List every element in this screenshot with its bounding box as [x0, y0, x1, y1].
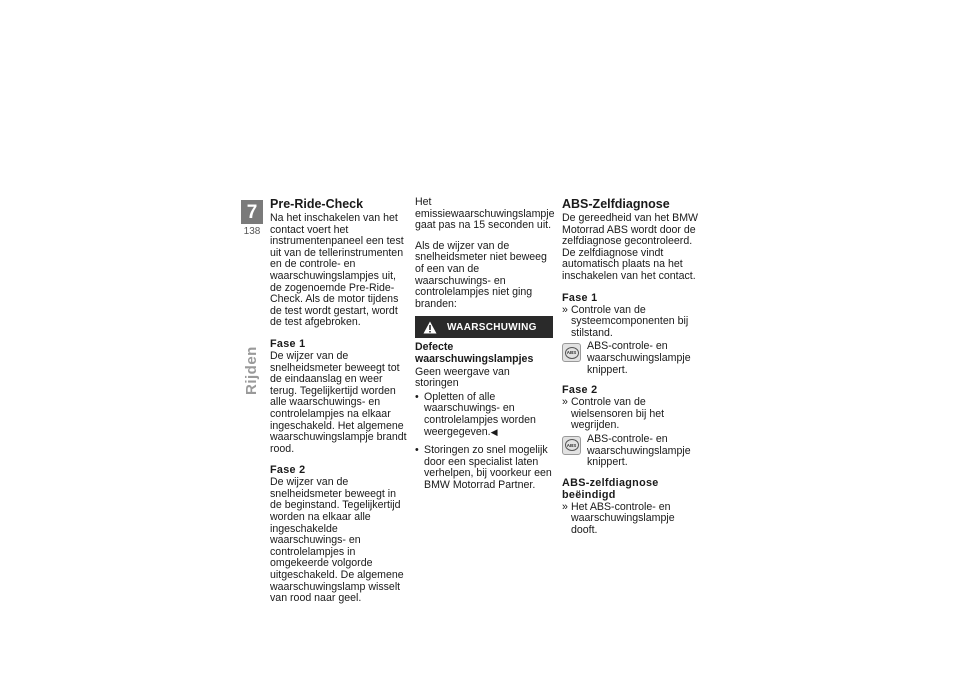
abs-end-step: » Het ABS-controle- en waarschuwingslampje dooft. — [562, 500, 675, 536]
step-mark-icon: » — [562, 396, 568, 409]
abs-intro: De gereedheid van het BMW Motorrad ABS wordt door de zelfdiagnose gecontroleerd. De zelfdiagnose vindt automatisch plaats na het inschakelen van het contact. — [562, 212, 699, 282]
pointer-check-text: Als de wijzer van de snelheidsmeter niet beweeg of een van de waarschuwings- en controlelampjes niet ging branden: — [415, 239, 547, 310]
fase-1-text: De wijzer van de snelheidsmeter beweegt tot de eindaanslag en weer terug. Tegelijkertijd worden alle waarschuwings- en controlelampjes na elkaar ingeschakeld. Het algemene waarschuwingslampje brandt rood. — [270, 349, 407, 455]
column-3 — [562, 197, 700, 538]
abs-warning-lamp-icon: ABS — [562, 343, 581, 362]
page-number: 138 — [243, 226, 261, 237]
warning-banner — [415, 316, 553, 338]
warning-heading: Defecte waarschuwingslampjes — [415, 341, 534, 365]
chapter-title: Rijden — [243, 346, 260, 395]
heading-abs-zelfdiagnose: ABS-Zelfdiagnose — [562, 197, 670, 211]
heading-fase-2: Fase 2 — [270, 464, 306, 477]
abs-warning-lamp-icon: ABS — [562, 436, 581, 455]
warning-triangle-icon — [423, 321, 437, 334]
abs-fase-2-result: ABS ABS-controle- en waarschuwingslampje knippert. — [562, 434, 700, 469]
warning-subheading: Geen weergave van storingen — [415, 365, 510, 390]
warning-list — [415, 392, 553, 492]
step-mark-icon: » — [562, 303, 568, 316]
pre-ride-intro: Na het inschakelen van het contact voert het instrumentenpaneel een test uit van de tellerinstrumenten en de controle- en waarschuwingslampjes uit, de zogenoemde Pre-Ride-Check. Als de motor tijdens de test wordt gestart, wordt de test afgebroken. — [270, 212, 404, 329]
warning-label: WAARSCHUWING — [447, 321, 537, 333]
heading-abs-fase-1: Fase 1 — [562, 291, 598, 304]
emission-text: Het emissiewaarschuwingslampje gaat pas na 15 seconden uit. — [415, 196, 555, 232]
abs-fase-1-result: ABS ABS-controle- en waarschuwingslampje knippert. — [562, 341, 700, 376]
end-mark-icon: ◀ — [490, 426, 498, 437]
list-item: • Storingen zo snel mogelijk door een specialist laten verhelpen, bij voorkeur een BMW Motorrad Partner. — [415, 445, 553, 491]
step-mark-icon: » — [562, 500, 568, 513]
column-1 — [270, 197, 408, 605]
abs-fase-1-step: » Controle van de systeemcomponenten bij stilstand. — [562, 303, 689, 339]
list-item: • Opletten of alle waarschuwings- en controlelampjes worden weergegeven.◀ — [415, 392, 553, 438]
heading-fase-1: Fase 1 — [270, 337, 306, 350]
column-2 — [415, 197, 553, 498]
heading-pre-ride-check: Pre-Ride-Check — [270, 197, 364, 211]
abs-fase-2-step: » Controle van de wielsensoren bij het wegrijden. — [562, 396, 665, 432]
fase-2-text: De wijzer van de snelheidsmeter beweegt in de beginstand. Tegelijkertijd worden na elkaar alle ingeschakelde waarschuwings- en controlelampjes in omgekeerde volgorde uitgeschakeld. De algemene waarschuwingslamp wisselt van rood naar geel. — [270, 476, 404, 605]
heading-abs-fase-2: Fase 2 — [562, 384, 598, 397]
chapter-tab — [241, 200, 263, 237]
heading-abs-end: ABS-zelfdiagnose beëindigd — [562, 476, 659, 501]
chapter-number: 7 — [241, 200, 263, 224]
